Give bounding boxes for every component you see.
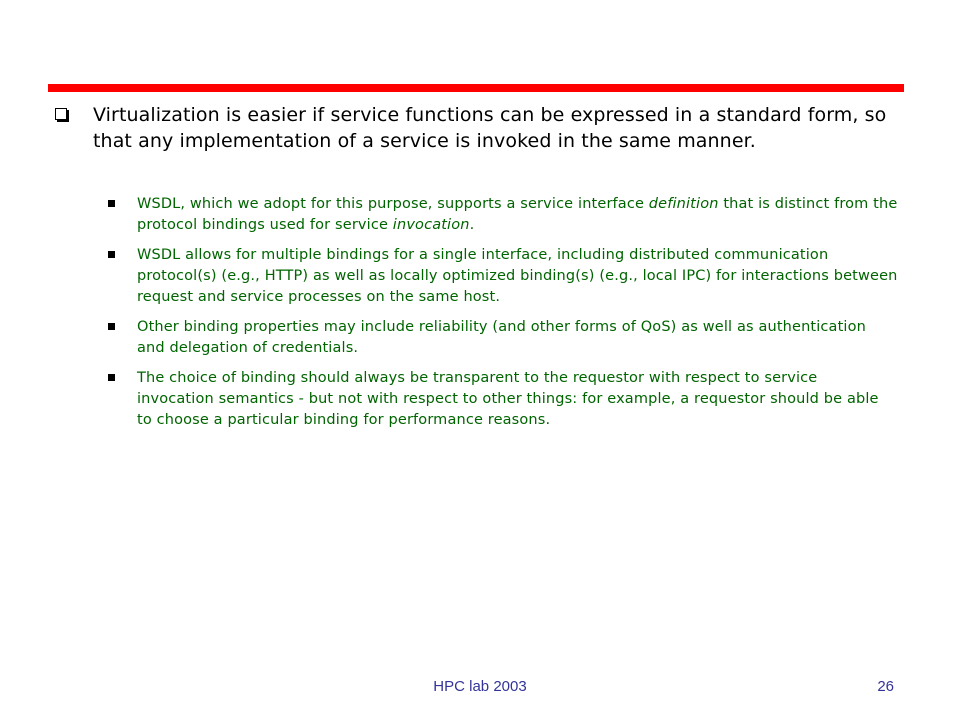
- main-bullet: [55, 102, 900, 154]
- sub-bullet-text: The choice of binding should always be transparent to the requestor with respect to service invocation semantics - but not with respect to other things: for example, a requestor should be able to choose a particular binding for performance reasons.: [137, 370, 879, 428]
- sub-bullet-text: WSDL allows for multiple bindings for a single interface, including distributed communication protocol(s) (e.g., HTTP) as well as locally optimized binding(s) (e.g., local IPC) for interactions between request and service processes on the same host.: [137, 247, 898, 305]
- filled-square-bullet-icon: [108, 323, 115, 330]
- sub-bullet-text: [137, 194, 898, 236]
- filled-square-bullet-icon: [108, 200, 115, 207]
- page-number: 26: [877, 678, 894, 695]
- sub-bullet-item: [108, 194, 898, 236]
- sub-bullet-text: Other binding properties may include reliability (and other forms of QoS) as well as authentication and delegation of credentials.: [137, 319, 866, 356]
- sub-bullet-item: [108, 245, 898, 308]
- sub-bullet-text-part: that is distinct from the protocol bindings used for service: [137, 196, 898, 233]
- sub-bullet-item: [108, 317, 898, 359]
- sub-bullet-text-part: .: [469, 217, 475, 233]
- sub-bullet-item: [108, 368, 898, 431]
- title-divider-rule: [48, 84, 904, 92]
- emphasis-definition: definition: [648, 196, 719, 212]
- filled-square-bullet-icon: [108, 374, 115, 381]
- footer-label: HPC lab 2003: [433, 678, 527, 695]
- emphasis-invocation: invocation: [392, 217, 470, 233]
- sub-bullet-list: [108, 194, 898, 440]
- main-bullet-text: Virtualization is easier if service functions can be expressed in a standard form, so that any implementation of a service is invoked in the same manner.: [93, 104, 887, 152]
- filled-square-bullet-icon: [108, 251, 115, 258]
- hollow-square-bullet-icon: [55, 108, 67, 120]
- sub-bullet-text-part: WSDL, which we adopt for this purpose, supports a service interface: [137, 196, 649, 212]
